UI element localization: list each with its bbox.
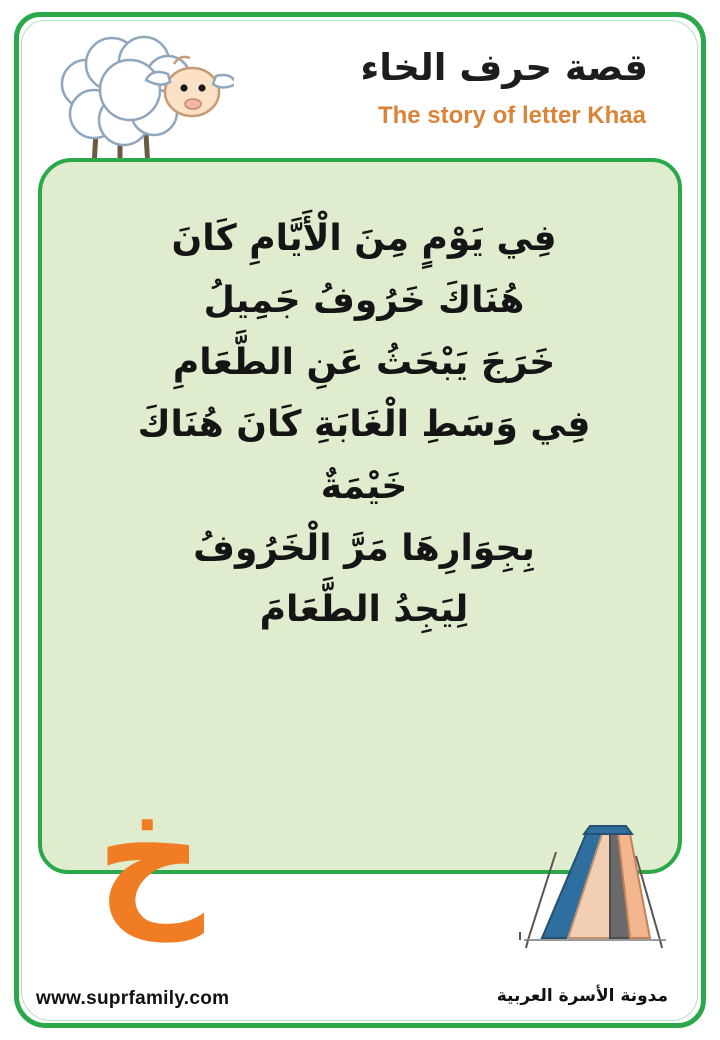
page-title-arabic: قصة حرف الخاء	[360, 46, 648, 89]
story-line: خَرَجَ يَبْحَثُ عَنِ الطَّعَامِ	[172, 341, 556, 383]
footer-website[interactable]: www.suprfamily.com	[36, 988, 230, 1009]
tent-icon	[498, 812, 678, 962]
featured-letter: خ	[96, 768, 205, 942]
story-line: بِجِوَارِهَا مَرَّ الْخَرُوفُ	[193, 527, 535, 569]
story-line: فِي يَوْمٍ مِنَ الْأَيَّامِ كَانَ	[171, 218, 557, 259]
story-line: لِيَجِدُ الطَّعَامَ	[259, 589, 469, 631]
story-line: خَيْمَةٌ	[320, 465, 408, 507]
page-title-english: The story of letter Khaa	[377, 102, 646, 129]
sheep-icon	[34, 20, 234, 180]
story-line: فِي وَسَطِ الْغَابَةِ كَانَ هُنَاكَ	[137, 403, 591, 445]
story-panel	[38, 158, 682, 874]
story-text	[42, 208, 686, 641]
footer-blog-name: مدونة الأسرة العربية	[496, 986, 668, 1006]
story-line: هُنَاكَ خَرُوفُ جَمِيلُ	[203, 279, 525, 321]
